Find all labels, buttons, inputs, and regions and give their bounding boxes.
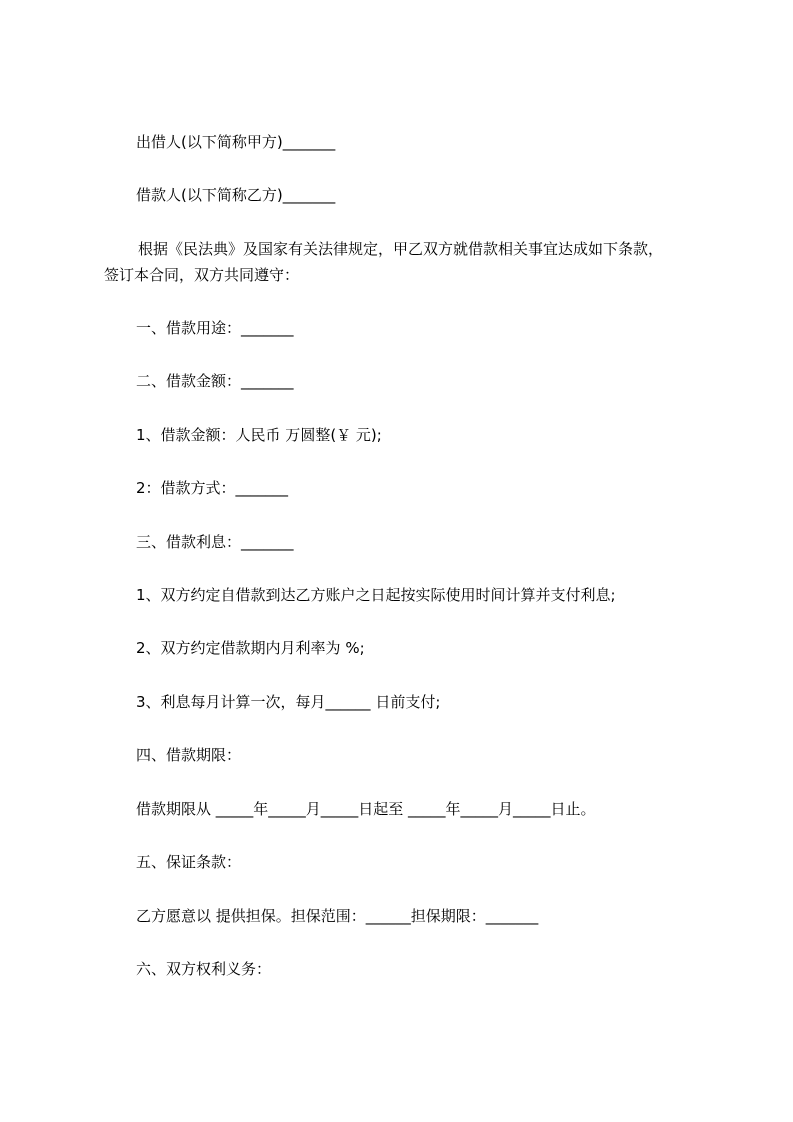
- section-6-rights: 六、双方权利义务：: [136, 960, 272, 978]
- section-4-term: 四、借款期限：: [136, 746, 242, 764]
- interest-clause-3: 3、利息每月计算一次，每月______ 日前支付;: [136, 693, 441, 711]
- amount-clause-2: 2：借款方式：_______: [136, 479, 289, 497]
- guarantee-clause: 乙方愿意以 提供担保。担保范围：______担保期限：_______: [136, 907, 539, 925]
- borrower-line: 借款人(以下简称乙方)_______: [136, 186, 336, 204]
- term-clause: 借款期限从 _____年_____月_____日起至 _____年_____月_____日止。: [136, 800, 596, 818]
- section-3-interest: 三、借款利息：_______: [136, 533, 294, 551]
- section-5-guarantee: 五、保证条款：: [136, 853, 242, 871]
- section-2-amount: 二、借款金额：_______: [136, 372, 294, 390]
- lender-line: 出借人(以下简称甲方)_______: [136, 133, 336, 151]
- interest-clause-2: 2、双方约定借款期内月利率为 %;: [136, 639, 365, 657]
- preamble-line-1: 根据《民法典》及国家有关法律规定，甲乙双方就借款相关事宜达成如下条款，: [138, 240, 664, 258]
- preamble-line-2: 签订本合同，双方共同遵守：: [104, 266, 300, 284]
- interest-clause-1: 1、双方约定自借款到达乙方账户之日起按实际使用时间计算并支付利息;: [136, 586, 616, 604]
- amount-clause-1: 1、借款金额：人民币 万圆整(￥ 元);: [136, 426, 382, 444]
- section-1-purpose: 一、借款用途：_______: [136, 319, 294, 337]
